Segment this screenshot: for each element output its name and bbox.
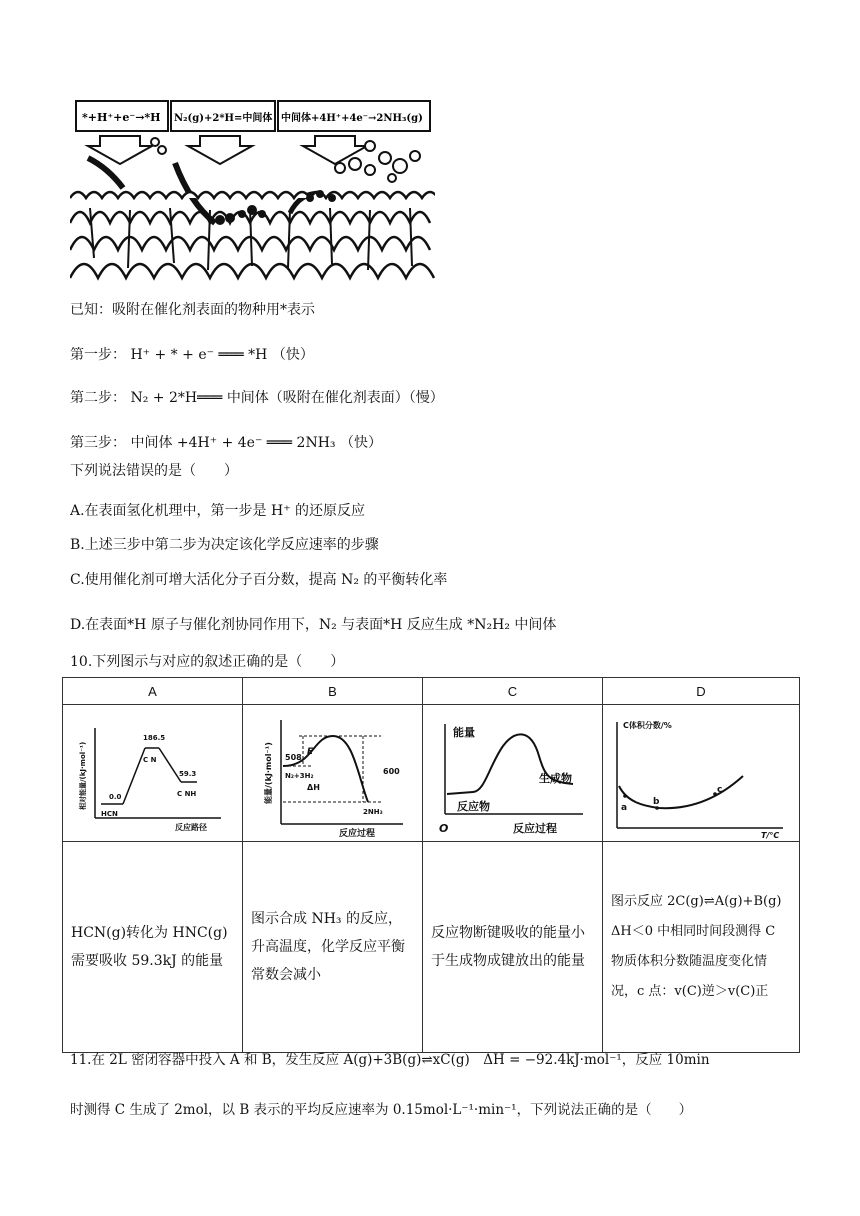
q9-option-c: C.使用催化剂可增大活化分子百分数，提高 N₂ 的平衡转化率	[70, 572, 448, 588]
graph-d	[603, 706, 798, 840]
graph-d-cell	[603, 705, 800, 842]
step2-equation: N₂ + 2*H═══	[130, 390, 227, 406]
graph-b-xlabel: 反应过程	[339, 829, 376, 839]
graph-b-e: E	[307, 747, 314, 757]
header-b: B	[243, 678, 423, 705]
graph-c-reactants: 反应物	[457, 800, 490, 813]
text-c: 反应物断键吸收的能量小于生成物成键放出的能量	[423, 842, 603, 1053]
step2-label: 第二步：	[70, 390, 126, 406]
graph-c-xlabel: 反应过程	[513, 822, 557, 835]
graph-d-a: a	[621, 803, 628, 813]
graph-b	[243, 706, 421, 840]
q9-option-d: D.在表面*H 原子与催化剂协同作用下，N₂ 与表面*H 反应生成 *N₂H₂ 中间体	[70, 617, 557, 633]
q10-options-table	[62, 677, 800, 1053]
text-d: 图示反应 2C(g)⇌A(g)+B(g) ΔH＜0 中相同时间段测得 C 物质体积分数随温度变化情况，c 点：v(C)逆＞v(C)正	[603, 842, 800, 1053]
q9-option-a: A.在表面氢化机理中，第一步是 H⁺ 的还原反应	[70, 503, 366, 519]
figure-box1: *+H⁺+e⁻→*H	[82, 111, 161, 124]
graph-c-ylabel: 能量	[453, 726, 475, 739]
graph-c-origin: O	[439, 822, 449, 835]
catalyst-surface-illustration	[70, 98, 435, 290]
step3-note: （快）	[339, 435, 382, 451]
step1-equation: H⁺ + * + e⁻ ═══ *H	[130, 347, 268, 363]
graph-c-cell	[423, 705, 603, 842]
graph-c-products: 生成物	[539, 772, 572, 785]
graph-a-v1: 186.5	[143, 734, 166, 742]
graph-d-b: b	[653, 797, 660, 807]
header-c: C	[423, 678, 603, 705]
graph-a-cell	[63, 705, 243, 842]
figure-box3: 中间体+4H⁺+4e⁻→2NH₃(g)	[281, 113, 423, 124]
graph-c	[423, 706, 601, 840]
header-a: A	[63, 678, 243, 705]
text-a: HCN(g)转化为 HNC(g)需要吸收 59.3kJ 的能量	[63, 842, 243, 1053]
header-d: D	[603, 678, 800, 705]
step2	[70, 388, 444, 408]
graph-a-ylabel: 相对能量/(kJ·mol⁻¹)	[79, 741, 87, 810]
graph-b-dh: ΔH	[307, 783, 320, 792]
graph-d-c: c	[717, 785, 723, 795]
graph-b-reactants: N₂+3H₂	[285, 772, 314, 780]
graph-b-v508: 508	[285, 753, 302, 762]
q10-stem: 10.下列图示与对应的叙述正确的是（ ）	[70, 654, 345, 670]
q9-option-b: B.上述三步中第二步为决定该化学反应速率的步骤	[70, 537, 379, 553]
graph-a-v2: 59.3	[179, 770, 197, 778]
q9-stem: 下列说法错误的是（ ）	[70, 463, 238, 479]
graph-a-xlabel: 反应路径	[175, 823, 207, 832]
text-b: 图示合成 NH₃ 的反应，升高温度，化学反应平衡常数会减小	[243, 842, 423, 1053]
graph-a-v0: 0.0	[109, 793, 122, 801]
figure-box2: N₂(g)+2*H=中间体	[174, 113, 273, 124]
graph-a-s2: C N	[143, 756, 157, 764]
step1-label: 第一步：	[70, 347, 126, 363]
graph-d-ylabel: C体积分数/%	[623, 721, 672, 730]
graph-b-ylabel: 能量/(kJ·mol⁻¹)	[264, 742, 273, 804]
graph-b-products: 2NH₃	[363, 808, 383, 816]
graph-a	[63, 706, 241, 840]
graph-a-s3: C NH	[177, 790, 197, 798]
q11-line2: 时测得 C 生成了 2mol，以 B 表示的平均反应速率为 0.15mol·L⁻¹·min⁻¹，下列说法正确的是（ ）	[70, 1102, 693, 1118]
step3-equation: 中间体 +4H⁺ + 4e⁻ ═══ 2NH₃	[130, 435, 336, 451]
step2-note: 中间体（吸附在催化剂表面）（慢）	[226, 390, 444, 406]
graph-b-v600: 600	[383, 767, 400, 776]
graph-a-s1: HCN	[101, 810, 118, 818]
known-note: 已知：吸附在催化剂表面的物种用*表示	[70, 302, 315, 318]
q11-line1: 11.在 2L 密闭容器中投入 A 和 B，发生反应 A(g)+3B(g)⇌xC(g) ΔH = −92.4kJ·mol⁻¹，反应 10min	[70, 1052, 710, 1068]
step3-label: 第三步：	[70, 435, 126, 451]
step1-note: （快）	[271, 347, 314, 363]
step1	[70, 345, 314, 365]
step3	[70, 433, 382, 453]
graph-b-cell	[243, 705, 423, 842]
graph-d-xlabel: T/°C	[761, 831, 780, 840]
